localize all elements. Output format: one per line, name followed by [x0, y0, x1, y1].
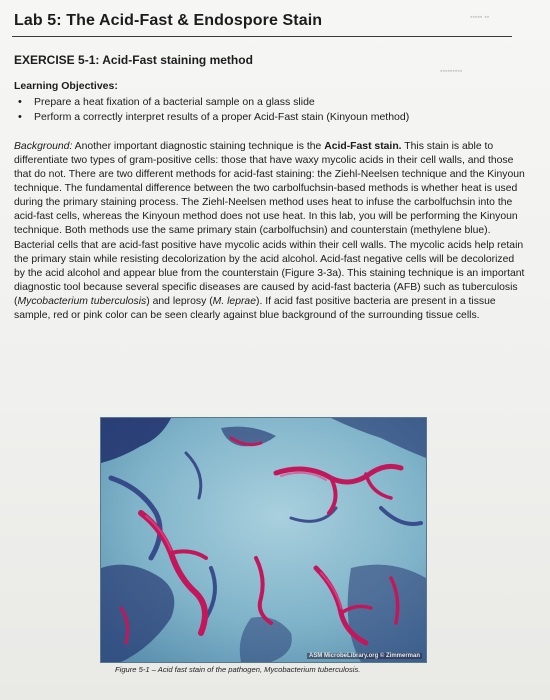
- background-label: Background:: [14, 141, 73, 152]
- objectives-label: Learning Objectives:: [14, 80, 118, 92]
- paragraph-text: ). If acid fast positive bacteria are present in a tissue sample, red or pink color can be seen clearly against blue background of the surrounding tissue cells.: [14, 296, 496, 321]
- exercise-heading: EXERCISE 5-1: Acid-Fast staining method: [14, 53, 253, 67]
- caption-species: Mycobacterium tuberculosis.: [264, 665, 361, 674]
- image-credit: ASM MicrobeLibrary.org © Zimmerman: [309, 653, 420, 659]
- species-name: M. leprae: [212, 296, 256, 307]
- bleed-through-text: ▪▪▪▪▪▪▪▪▪: [440, 68, 463, 75]
- species-name: Mycobacterium tuberculosis: [17, 296, 147, 307]
- micrograph-illustration: [101, 418, 426, 662]
- background-paragraph: [14, 140, 526, 238]
- objective-text: Prepare a heat fixation of a bacterial sample on a glass slide: [34, 96, 315, 108]
- background-text: This stain is able to differentiate two types of gram-positive cells: those that have waxy mycolic acids in their cell walls, and those that do not. There are two different methods for acid-fast staining: the Ziehl-Neelsen technique and the Kinyoun technique. The fundamental difference between the two carbolfuchsin-based methods is whether heat is used during the primary staining process. The Ziehl-Neelsen method uses heat to infuse the carbolfuchsin into the acid-fast cells, whereas the Kinyoun method does not use heat. In this lab, you will be performing the Kinyoun technique. Both methods use the same primary stain (carbolfuchsin) and counterstain (methylene blue).: [14, 141, 525, 236]
- bullet-icon: •: [18, 96, 22, 108]
- acid-fast-term: Acid-Fast stain.: [324, 141, 402, 152]
- paragraph-text: ) and leprosy (: [146, 296, 213, 307]
- body-text: [14, 140, 526, 324]
- acid-fast-micrograph: [100, 417, 427, 663]
- objective-text: Perform a correctly interpret results of a proper Acid-Fast stain (Kinyoun method): [34, 111, 410, 123]
- page-title: Lab 5: The Acid-Fast & Endospore Stain: [14, 12, 323, 29]
- caption-text: – Acid fast stain of the pathogen,: [149, 665, 265, 674]
- objective-item: [18, 110, 518, 125]
- objectives-list: [18, 95, 518, 125]
- caption-label: Figure 5-1: [115, 665, 150, 674]
- paragraph-text: Bacterial cells that are acid-fast positive have mycolic acids within their cell walls. The mycolic acids help retain the primary stain while resisting decolorization by the acid alcohol. Acid-fast negative cells will be decolorized by the acid alcohol and appear blue from the counterstain (Figure 3-3a). This staining technique is an important diagnostic tool because several specific diseases are caused by acid-fast bacteria (AFB) such as tuberculosis (: [14, 240, 525, 307]
- title-divider: [12, 36, 512, 37]
- bullet-icon: •: [18, 111, 22, 123]
- figure-caption: [115, 665, 360, 674]
- objective-item: [18, 95, 518, 110]
- mycolic-paragraph: [14, 239, 526, 323]
- bleed-through-text: ▪▪▪▪▪ ▪▪: [470, 14, 490, 21]
- background-text: Another important diagnostic staining technique is the: [72, 141, 325, 152]
